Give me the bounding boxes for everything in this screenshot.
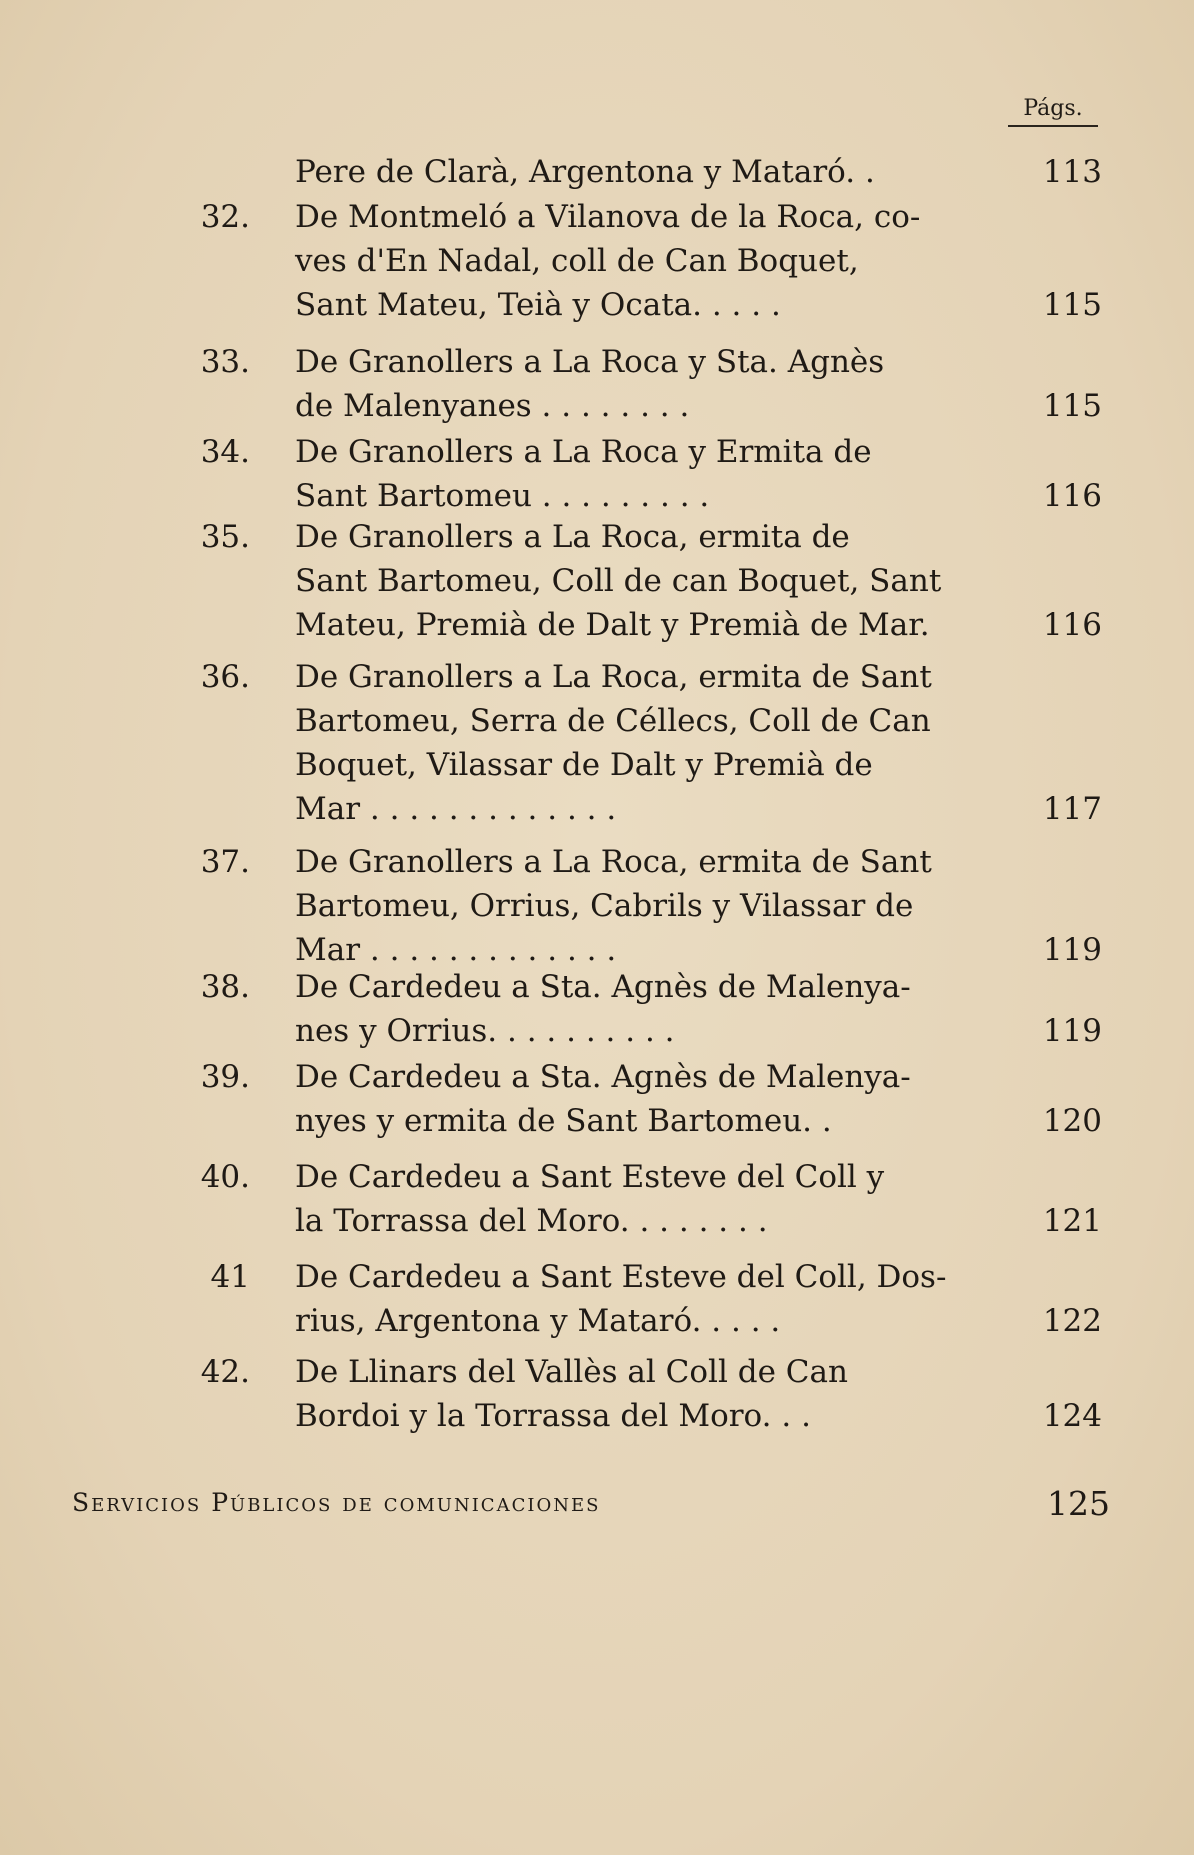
entry-title-line: De Granollers a La Roca, ermita de Sant bbox=[295, 659, 932, 695]
entry-page-number: 113 bbox=[1042, 154, 1102, 190]
entry-title-line: de Malenyanes . . . . . . . . bbox=[295, 388, 690, 424]
entry-title-line: De Granollers a La Roca y Ermita de bbox=[295, 434, 872, 470]
entry-title-line: Mar . . . . . . . . . . . . . bbox=[295, 791, 617, 827]
entry-number: 38. bbox=[200, 969, 250, 1005]
entry-title-line: Mar . . . . . . . . . . . . . bbox=[295, 932, 617, 968]
entry-title-line: De Cardedeu a Sta. Agnès de Malenya- bbox=[295, 1059, 911, 1095]
entry-title-line: nes y Orrius. . . . . . . . . . bbox=[295, 1013, 675, 1049]
entry-title-line: Sant Bartomeu, Coll de can Boquet, Sant bbox=[295, 563, 942, 599]
entry-title-line: Boquet, Vilassar de Dalt y Premià de bbox=[295, 747, 873, 783]
entry-page-number: 115 bbox=[1042, 388, 1102, 424]
entry-title-line: Sant Mateu, Teià y Ocata. . . . . bbox=[295, 287, 781, 323]
pages-column-header: Págs. bbox=[1008, 96, 1098, 127]
entry-page-number: 119 bbox=[1042, 932, 1102, 968]
entry-number: 42. bbox=[200, 1354, 250, 1390]
entry-title-line: Sant Bartomeu . . . . . . . . . bbox=[295, 478, 710, 514]
entry-title-line: Bordoi y la Torrassa del Moro. . . bbox=[295, 1398, 811, 1434]
entry-title-line: De Cardedeu a Sant Esteve del Coll y bbox=[295, 1159, 885, 1195]
entry-title-line: De Granollers a La Roca, ermita de bbox=[295, 519, 850, 555]
entry-page-number: 121 bbox=[1042, 1203, 1102, 1239]
entry-title-line: De Granollers a La Roca, ermita de Sant bbox=[295, 844, 932, 880]
entry-page-number: 119 bbox=[1042, 1013, 1102, 1049]
entry-page-number: 120 bbox=[1042, 1103, 1102, 1139]
section-title: Servicios Públicos de comunicaciones bbox=[72, 1488, 601, 1517]
entry-number: 32. bbox=[200, 199, 250, 235]
entry-title-line: la Torrassa del Moro. . . . . . . . bbox=[295, 1203, 768, 1239]
entry-page-number: 122 bbox=[1042, 1303, 1102, 1339]
footer-page-number: 125 bbox=[1047, 1484, 1110, 1523]
entry-title-line: nyes y ermita de Sant Bartomeu. . bbox=[295, 1103, 832, 1139]
entry-number: 35. bbox=[200, 519, 250, 555]
entry-title-line: rius, Argentona y Mataró. . . . . bbox=[295, 1303, 781, 1339]
entry-title-line: De Cardedeu a Sta. Agnès de Malenya- bbox=[295, 969, 911, 1005]
entry-title-line: De Llinars del Vallès al Coll de Can bbox=[295, 1354, 848, 1390]
entry-number: 37. bbox=[200, 844, 250, 880]
entry-title-line: De Granollers a La Roca y Sta. Agnès bbox=[295, 344, 885, 380]
entry-number: 41 bbox=[210, 1259, 250, 1295]
entry-page-number: 116 bbox=[1042, 607, 1102, 643]
entry-title-line: Mateu, Premià de Dalt y Premià de Mar. bbox=[295, 607, 930, 643]
entry-number: 36. bbox=[200, 659, 250, 695]
entry-number: 34. bbox=[200, 434, 250, 470]
entry-title-line: De Montmeló a Vilanova de la Roca, co- bbox=[295, 199, 921, 235]
entry-title-line: Bartomeu, Orrius, Cabrils y Vilassar de bbox=[295, 888, 914, 924]
entry-title-line: Bartomeu, Serra de Céllecs, Coll de Can bbox=[295, 703, 931, 739]
entry-title-line: ves d'En Nadal, coll de Can Boquet, bbox=[295, 243, 859, 279]
entry-title-line: Pere de Clarà, Argentona y Mataró. . bbox=[295, 154, 875, 190]
entry-page-number: 115 bbox=[1042, 287, 1102, 323]
entry-page-number: 117 bbox=[1042, 791, 1102, 827]
entry-number: 33. bbox=[200, 344, 250, 380]
entry-page-number: 124 bbox=[1042, 1398, 1102, 1434]
entry-title-line: De Cardedeu a Sant Esteve del Coll, Dos- bbox=[295, 1259, 947, 1295]
entry-number: 40. bbox=[200, 1159, 250, 1195]
entry-page-number: 116 bbox=[1042, 478, 1102, 514]
entry-number: 39. bbox=[200, 1059, 250, 1095]
